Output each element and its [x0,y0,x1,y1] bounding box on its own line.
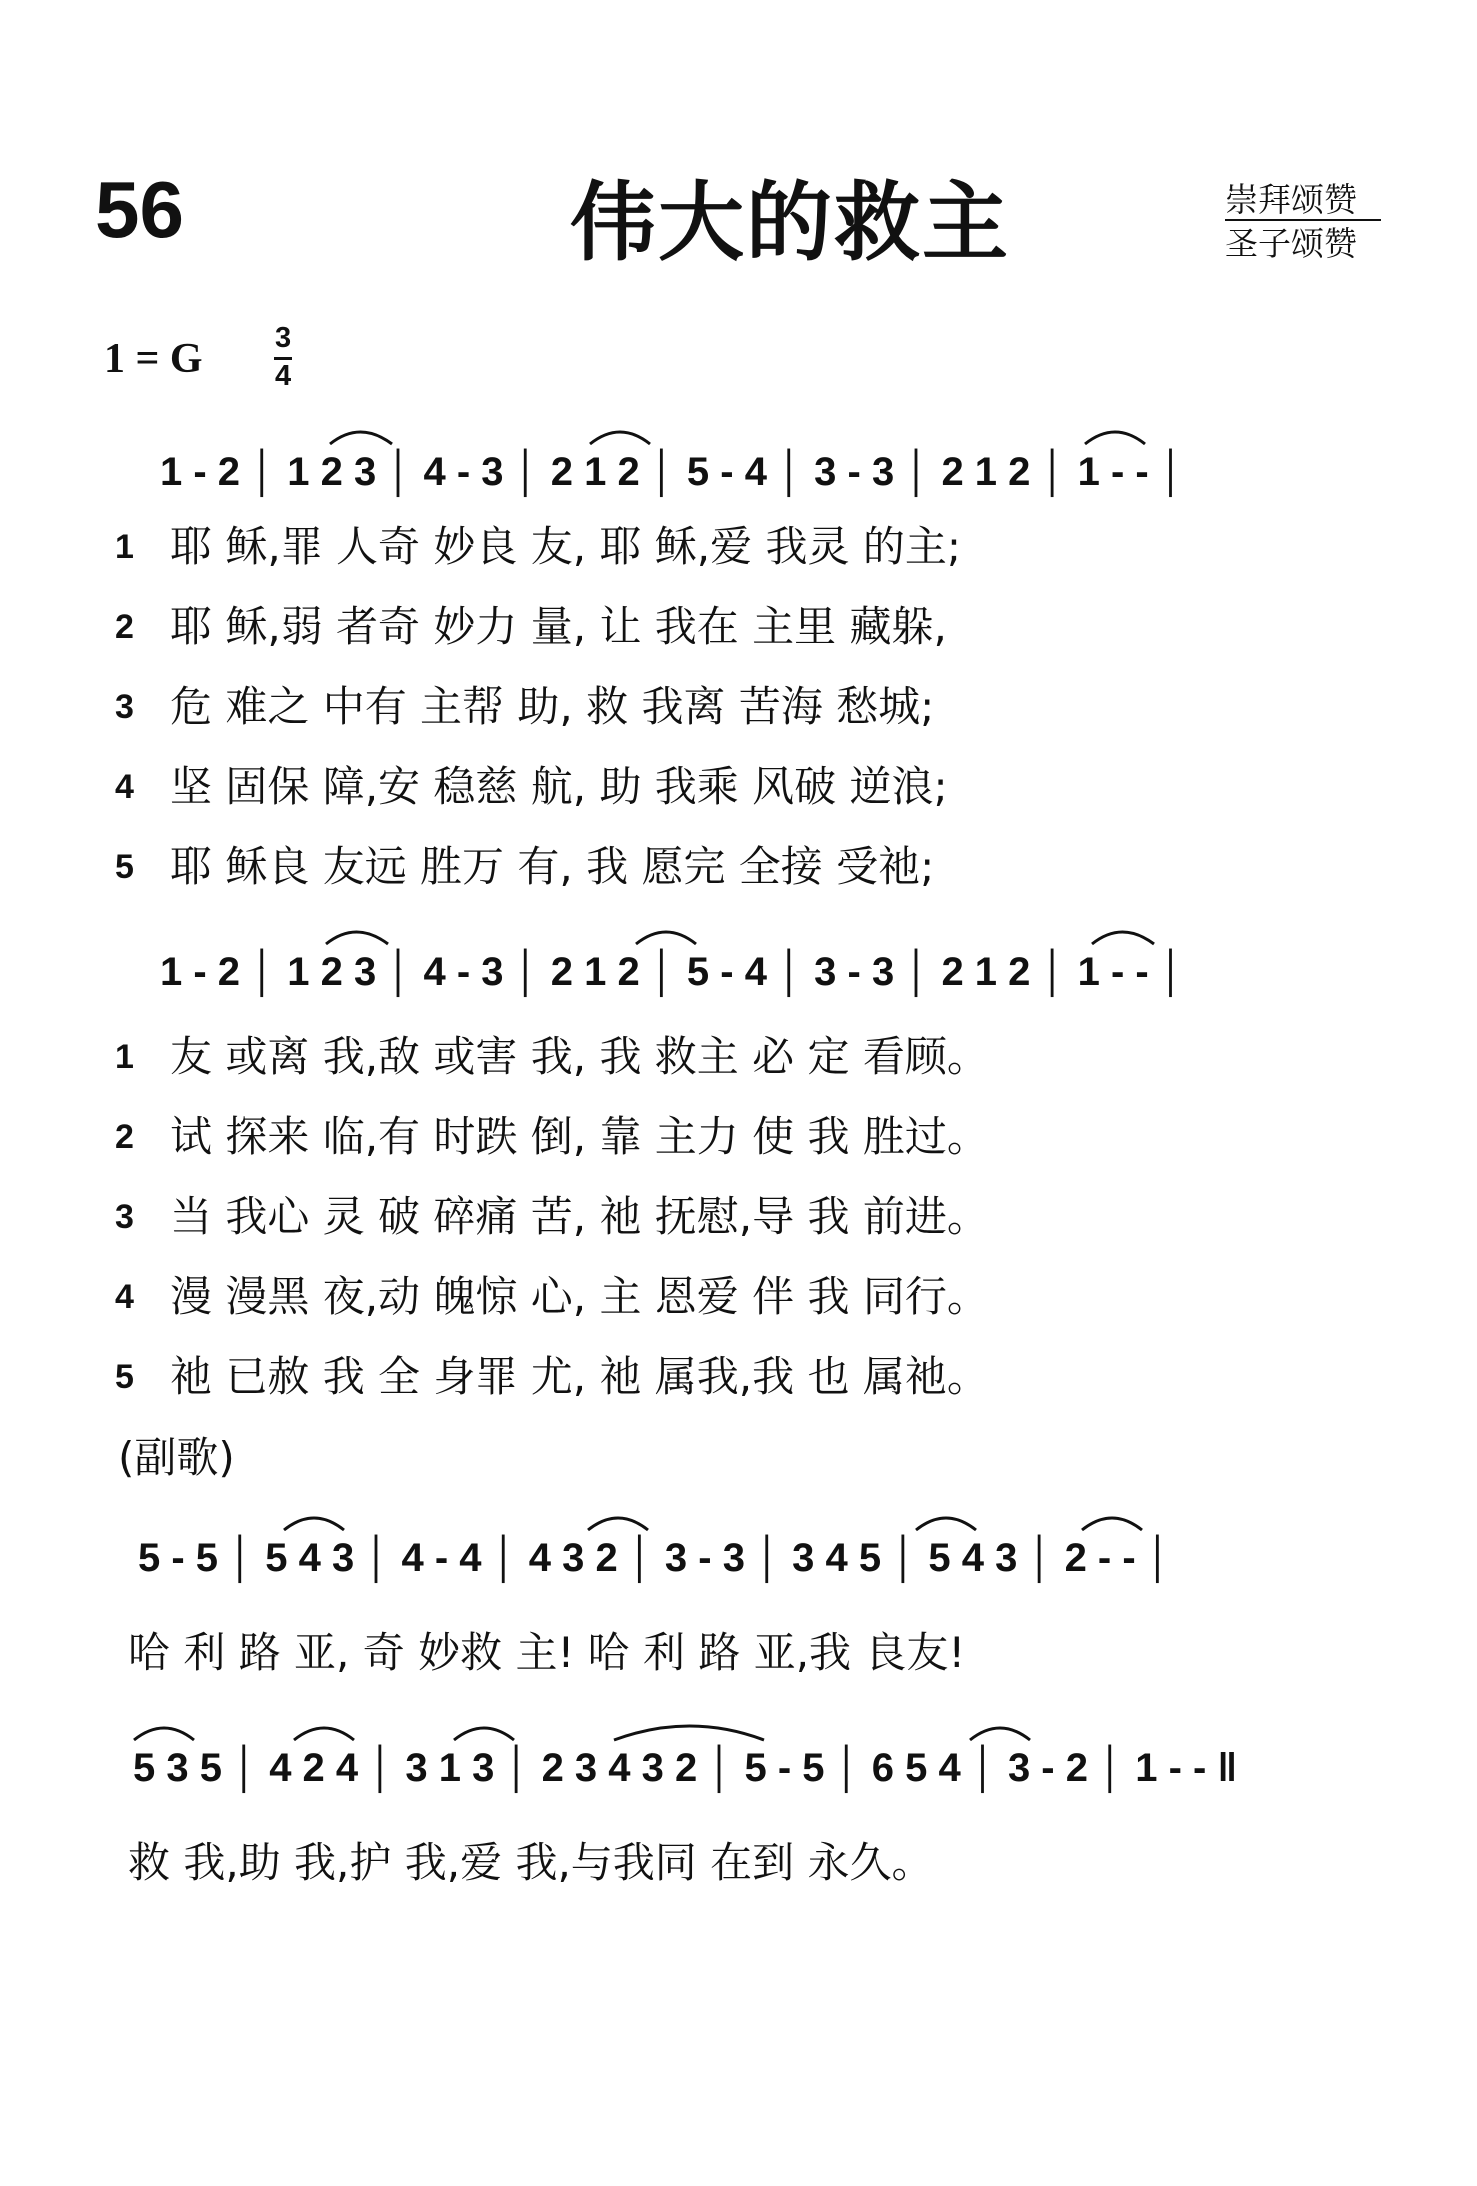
category-label-1: 崇拜颂赞 [1225,180,1357,219]
slur-arc [1085,432,1145,444]
chorus-notation-line-2: 5 3 5 │ 4 2 4 │ 3 1 3 │ 2 3 4 3 2 │ 5 - 5 │ 6 5 4 │ 3 - 2 │ 1 - - ‖ [133,1746,1238,1790]
slur-arc [1092,932,1154,944]
lyric-line: 危 难之 中有 主帮 助, 救 我离 苦海 愁城; [170,682,935,731]
slur-arc [590,432,650,444]
lyric-line: 祂 已赦 我 全 身罪 尤, 祂 属我,我 也 属祂。 [170,1352,989,1401]
chorus-notation-line-1: 5 - 5 │ 5 4 3 │ 4 - 4 │ 4 3 2 │ 3 - 3 │ 3 4 5 │ 5 4 3 │ 2 - - │ [138,1536,1172,1580]
verse-number: 5 [115,1358,134,1396]
lyric-line: 耶 稣良 友远 胜万 有, 我 愿完 全接 受祂; [170,842,935,891]
time-signature-denominator: 4 [275,360,292,392]
verse-number: 4 [115,1278,134,1316]
lyric-line: 友 或离 我,敌 或害 我, 我 救主 必 定 看顾。 [170,1032,989,1081]
verse-number: 4 [115,768,134,806]
lyric-line: 当 我心 灵 破 碎痛 苦, 祂 抚慰,导 我 前进。 [170,1192,989,1241]
chorus-lyric-line-1: 哈 利 路 亚, 奇 妙救 主! 哈 利 路 亚,我 良友! [128,1628,966,1677]
page-title: 伟大的救主 [570,173,1010,273]
category-divider [1225,219,1381,221]
verse-number: 2 [115,1118,134,1156]
slur-arc [284,1518,344,1530]
hymn-number: 56 [95,165,184,254]
slur-arc [454,1728,514,1740]
slur-arc [636,932,696,944]
chorus-label: (副歌) [118,1433,235,1482]
slur-arc [330,432,392,444]
category-label-2: 圣子颂赞 [1225,224,1357,263]
notation-line-2: 1 - 2 │ 1 2 3 │ 4 - 3 │ 2 1 2 │ 5 - 4 │ 3 - 3 │ 2 1 2 │ 1 - - │ [160,950,1185,994]
lyric-line: 漫 漫黑 夜,动 魄惊 心, 主 恩爱 伴 我 同行。 [170,1272,989,1321]
lyric-line: 耶 稣,弱 者奇 妙力 量, 让 我在 主里 藏躲, [170,602,947,651]
key-signature: 1 = G [104,336,203,382]
slur-arc [916,1518,976,1530]
slur-arc [294,1728,354,1740]
verse-number: 2 [115,608,134,646]
notation-line-1: 1 - 2 │ 1 2 3 │ 4 - 3 │ 2 1 2 │ 5 - 4 │ 3 - 3 │ 2 1 2 │ 1 - - │ [160,450,1185,494]
lyric-line: 试 探来 临,有 时跌 倒, 靠 主力 使 我 胜过。 [170,1112,989,1161]
verse-number: 1 [115,1038,134,1076]
verse-number: 1 [115,528,134,566]
slur-arc [326,932,388,944]
lyric-line: 耶 稣,罪 人奇 妙良 友, 耶 稣,爱 我灵 的主; [170,522,962,571]
slur-arc [614,1726,764,1740]
slur-arc [970,1728,1030,1740]
verse-number: 5 [115,848,134,886]
slur-arc [588,1518,648,1530]
verse-number: 3 [115,688,134,726]
slur-arc [134,1728,194,1740]
time-signature-numerator: 3 [275,322,292,354]
slur-arc [1082,1518,1142,1530]
lyric-line: 坚 固保 障,安 稳慈 航, 助 我乘 风破 逆浪; [170,762,948,811]
chorus-lyric-line-2: 救 我,助 我,护 我,爱 我,与我同 在到 永久。 [128,1838,934,1887]
verse-number: 3 [115,1198,134,1236]
